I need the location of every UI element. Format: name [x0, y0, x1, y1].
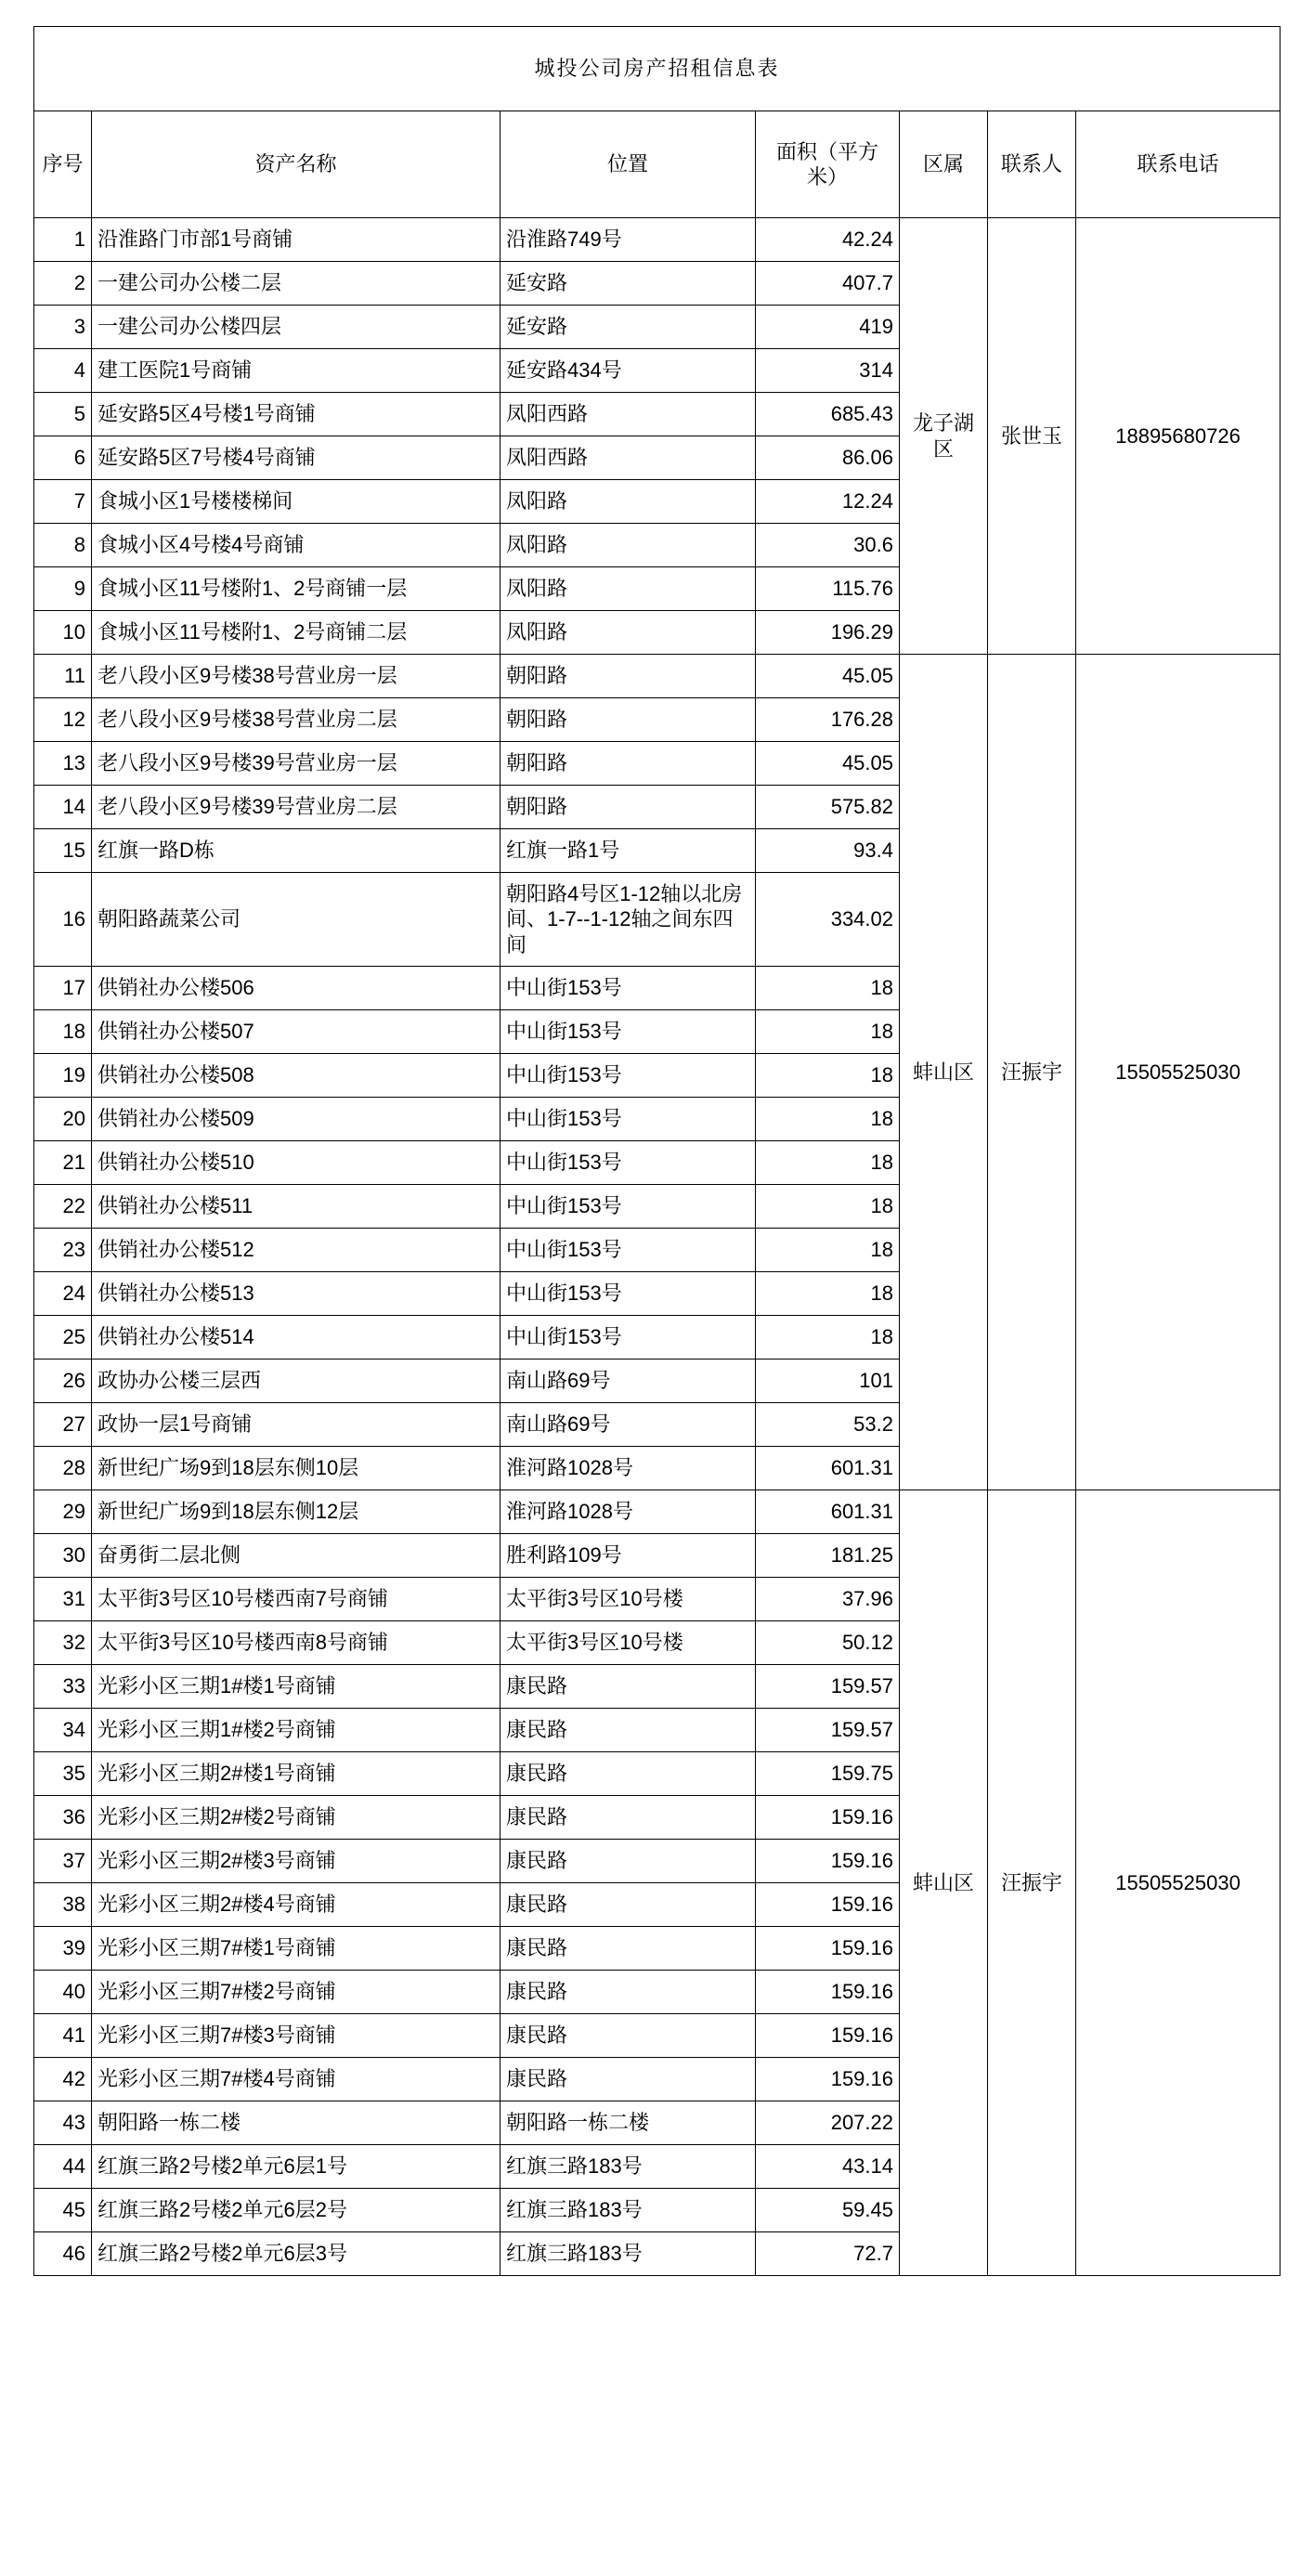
- cell-asset-name: 食城小区4号楼4号商铺: [92, 524, 500, 567]
- cell-location: 胜利路109号: [500, 1534, 756, 1578]
- cell-index: 21: [34, 1141, 92, 1185]
- cell-index: 38: [34, 1883, 92, 1927]
- cell-location: 中山街153号: [500, 967, 756, 1010]
- cell-location: 淮河路1028号: [500, 1447, 756, 1490]
- cell-asset-name: 光彩小区三期2#楼2号商铺: [92, 1796, 500, 1840]
- cell-asset-name: 光彩小区三期1#楼2号商铺: [92, 1709, 500, 1752]
- cell-location: 凤阳路: [500, 567, 756, 611]
- cell-index: 25: [34, 1316, 92, 1360]
- cell-asset-name: 供销社办公楼513: [92, 1272, 500, 1316]
- cell-phone: 15505525030: [1076, 1490, 1280, 2276]
- cell-area: 181.25: [756, 1534, 900, 1578]
- cell-area: 575.82: [756, 786, 900, 829]
- cell-index: 2: [34, 262, 92, 306]
- cell-district: 蚌山区: [900, 655, 988, 1490]
- cell-area: 18: [756, 1272, 900, 1316]
- cell-area: 43.14: [756, 2145, 900, 2189]
- cell-location: 朝阳路: [500, 655, 756, 698]
- cell-index: 46: [34, 2232, 92, 2276]
- cell-location: 中山街153号: [500, 1272, 756, 1316]
- cell-contact: 汪振宇: [988, 1490, 1076, 2276]
- cell-asset-name: 太平街3号区10号楼西南7号商铺: [92, 1578, 500, 1621]
- cell-index: 44: [34, 2145, 92, 2189]
- cell-area: 159.57: [756, 1709, 900, 1752]
- cell-asset-name: 沿淮路门市部1号商铺: [92, 218, 500, 262]
- cell-area: 101: [756, 1360, 900, 1403]
- cell-area: 334.02: [756, 873, 900, 967]
- cell-asset-name: 供销社办公楼508: [92, 1054, 500, 1098]
- cell-district: 龙子湖区: [900, 218, 988, 655]
- cell-location: 康民路: [500, 1796, 756, 1840]
- cell-location: 中山街153号: [500, 1141, 756, 1185]
- cell-location: 沿淮路749号: [500, 218, 756, 262]
- cell-index: 28: [34, 1447, 92, 1490]
- cell-location: 延安路: [500, 306, 756, 349]
- cell-asset-name: 朝阳路一栋二楼: [92, 2101, 500, 2145]
- cell-location: 淮河路1028号: [500, 1490, 756, 1534]
- cell-area: 18: [756, 1141, 900, 1185]
- cell-index: 31: [34, 1578, 92, 1621]
- cell-asset-name: 供销社办公楼506: [92, 967, 500, 1010]
- cell-phone: 18895680726: [1076, 218, 1280, 655]
- cell-area: 18: [756, 1010, 900, 1054]
- cell-location: 康民路: [500, 1665, 756, 1709]
- cell-area: 407.7: [756, 262, 900, 306]
- cell-asset-name: 红旗三路2号楼2单元6层1号: [92, 2145, 500, 2189]
- cell-area: 159.16: [756, 1971, 900, 2014]
- cell-index: 1: [34, 218, 92, 262]
- cell-index: 30: [34, 1534, 92, 1578]
- cell-index: 18: [34, 1010, 92, 1054]
- cell-area: 59.45: [756, 2189, 900, 2232]
- cell-area: 45.05: [756, 655, 900, 698]
- cell-area: 18: [756, 967, 900, 1010]
- cell-asset-name: 供销社办公楼512: [92, 1229, 500, 1272]
- cell-location: 朝阳路: [500, 786, 756, 829]
- cell-asset-name: 奋勇街二层北侧: [92, 1534, 500, 1578]
- cell-asset-name: 光彩小区三期2#楼1号商铺: [92, 1752, 500, 1796]
- cell-area: 18: [756, 1098, 900, 1141]
- cell-index: 37: [34, 1840, 92, 1883]
- cell-asset-name: 老八段小区9号楼39号营业房二层: [92, 786, 500, 829]
- cell-contact: 张世玉: [988, 218, 1076, 655]
- cell-district: 蚌山区: [900, 1490, 988, 2276]
- cell-index: 34: [34, 1709, 92, 1752]
- cell-index: 29: [34, 1490, 92, 1534]
- cell-asset-name: 红旗三路2号楼2单元6层3号: [92, 2232, 500, 2276]
- cell-index: 9: [34, 567, 92, 611]
- cell-asset-name: 食城小区1号楼楼梯间: [92, 480, 500, 524]
- cell-contact: 汪振宇: [988, 655, 1076, 1490]
- cell-index: 42: [34, 2058, 92, 2101]
- cell-location: 延安路434号: [500, 349, 756, 393]
- cell-location: 红旗三路183号: [500, 2232, 756, 2276]
- cell-location: 中山街153号: [500, 1316, 756, 1360]
- cell-area: 159.16: [756, 1840, 900, 1883]
- cell-area: 419: [756, 306, 900, 349]
- cell-area: 18: [756, 1229, 900, 1272]
- cell-location: 中山街153号: [500, 1229, 756, 1272]
- cell-area: 159.75: [756, 1752, 900, 1796]
- cell-location: 凤阳路: [500, 611, 756, 655]
- table-row: [34, 1490, 1280, 1534]
- cell-asset-name: 政协一层1号商铺: [92, 1403, 500, 1447]
- cell-area: 37.96: [756, 1578, 900, 1621]
- document-title: 城投公司房产招租信息表: [34, 27, 1280, 111]
- cell-location: 康民路: [500, 1752, 756, 1796]
- cell-index: 36: [34, 1796, 92, 1840]
- cell-location: 康民路: [500, 1840, 756, 1883]
- cell-index: 43: [34, 2101, 92, 2145]
- cell-area: 601.31: [756, 1447, 900, 1490]
- cell-asset-name: 朝阳路蔬菜公司: [92, 873, 500, 967]
- cell-location: 中山街153号: [500, 1010, 756, 1054]
- cell-area: 685.43: [756, 393, 900, 436]
- column-header-area: 面积（平方米）: [756, 111, 900, 218]
- rental-information-table: [33, 26, 1280, 2276]
- cell-area: 314: [756, 349, 900, 393]
- cell-index: 4: [34, 349, 92, 393]
- cell-index: 39: [34, 1927, 92, 1971]
- cell-index: 14: [34, 786, 92, 829]
- column-header-phone: 联系电话: [1076, 111, 1280, 218]
- cell-area: 196.29: [756, 611, 900, 655]
- cell-index: 8: [34, 524, 92, 567]
- cell-location: 康民路: [500, 2058, 756, 2101]
- cell-asset-name: 光彩小区三期2#楼3号商铺: [92, 1840, 500, 1883]
- cell-area: 18: [756, 1316, 900, 1360]
- cell-location: 延安路: [500, 262, 756, 306]
- cell-location: 中山街153号: [500, 1054, 756, 1098]
- cell-index: 26: [34, 1360, 92, 1403]
- cell-area: 86.06: [756, 436, 900, 480]
- cell-index: 35: [34, 1752, 92, 1796]
- cell-phone: 15505525030: [1076, 655, 1280, 1490]
- column-header-contact: 联系人: [988, 111, 1076, 218]
- cell-index: 17: [34, 967, 92, 1010]
- cell-asset-name: 光彩小区三期7#楼1号商铺: [92, 1927, 500, 1971]
- cell-asset-name: 供销社办公楼510: [92, 1141, 500, 1185]
- cell-asset-name: 食城小区11号楼附1、2号商铺一层: [92, 567, 500, 611]
- cell-area: 50.12: [756, 1621, 900, 1665]
- cell-location: 康民路: [500, 1971, 756, 2014]
- cell-asset-name: 新世纪广场9到18层东侧10层: [92, 1447, 500, 1490]
- cell-area: 207.22: [756, 2101, 900, 2145]
- cell-location: 朝阳路: [500, 698, 756, 742]
- cell-location: 凤阳西路: [500, 436, 756, 480]
- cell-index: 12: [34, 698, 92, 742]
- cell-asset-name: 供销社办公楼511: [92, 1185, 500, 1229]
- cell-area: 18: [756, 1185, 900, 1229]
- cell-index: 3: [34, 306, 92, 349]
- cell-location: 康民路: [500, 1927, 756, 1971]
- cell-area: 159.16: [756, 2014, 900, 2058]
- cell-asset-name: 延安路5区4号楼1号商铺: [92, 393, 500, 436]
- cell-asset-name: 光彩小区三期7#楼2号商铺: [92, 1971, 500, 2014]
- cell-location: 凤阳西路: [500, 393, 756, 436]
- cell-area: 176.28: [756, 698, 900, 742]
- column-header-asset-name: 资产名称: [92, 111, 500, 218]
- cell-index: 13: [34, 742, 92, 786]
- cell-asset-name: 供销社办公楼509: [92, 1098, 500, 1141]
- cell-location: 太平街3号区10号楼: [500, 1621, 756, 1665]
- cell-asset-name: 光彩小区三期7#楼3号商铺: [92, 2014, 500, 2058]
- cell-asset-name: 光彩小区三期7#楼4号商铺: [92, 2058, 500, 2101]
- cell-asset-name: 一建公司办公楼四层: [92, 306, 500, 349]
- cell-location: 中山街153号: [500, 1098, 756, 1141]
- cell-area: 601.31: [756, 1490, 900, 1534]
- cell-index: 41: [34, 2014, 92, 2058]
- title-row: [34, 27, 1280, 111]
- cell-area: 159.57: [756, 1665, 900, 1709]
- cell-index: 33: [34, 1665, 92, 1709]
- cell-location: 康民路: [500, 1883, 756, 1927]
- cell-index: 6: [34, 436, 92, 480]
- cell-asset-name: 光彩小区三期2#楼4号商铺: [92, 1883, 500, 1927]
- cell-index: 45: [34, 2189, 92, 2232]
- cell-location: 南山路69号: [500, 1403, 756, 1447]
- cell-index: 7: [34, 480, 92, 524]
- cell-index: 27: [34, 1403, 92, 1447]
- cell-area: 115.76: [756, 567, 900, 611]
- cell-asset-name: 供销社办公楼507: [92, 1010, 500, 1054]
- cell-location: 朝阳路4号区1-12轴以北房间、1-7--1-12轴之间东四间: [500, 873, 756, 967]
- cell-asset-name: 老八段小区9号楼38号营业房二层: [92, 698, 500, 742]
- cell-asset-name: 老八段小区9号楼39号营业房一层: [92, 742, 500, 786]
- cell-location: 南山路69号: [500, 1360, 756, 1403]
- cell-asset-name: 延安路5区7号楼4号商铺: [92, 436, 500, 480]
- header-row: [34, 111, 1280, 218]
- cell-area: 159.16: [756, 1883, 900, 1927]
- cell-asset-name: 老八段小区9号楼38号营业房一层: [92, 655, 500, 698]
- column-header-location: 位置: [500, 111, 756, 218]
- cell-location: 康民路: [500, 2014, 756, 2058]
- cell-asset-name: 光彩小区三期1#楼1号商铺: [92, 1665, 500, 1709]
- cell-location: 红旗三路183号: [500, 2145, 756, 2189]
- cell-asset-name: 太平街3号区10号楼西南8号商铺: [92, 1621, 500, 1665]
- table-row: [34, 218, 1280, 262]
- cell-area: 159.16: [756, 2058, 900, 2101]
- cell-asset-name: 食城小区11号楼附1、2号商铺二层: [92, 611, 500, 655]
- cell-area: 53.2: [756, 1403, 900, 1447]
- cell-index: 11: [34, 655, 92, 698]
- cell-location: 康民路: [500, 1709, 756, 1752]
- cell-location: 太平街3号区10号楼: [500, 1578, 756, 1621]
- cell-area: 159.16: [756, 1927, 900, 1971]
- cell-asset-name: 红旗三路2号楼2单元6层2号: [92, 2189, 500, 2232]
- cell-area: 159.16: [756, 1796, 900, 1840]
- cell-index: 23: [34, 1229, 92, 1272]
- column-header-district: 区属: [900, 111, 988, 218]
- cell-index: 22: [34, 1185, 92, 1229]
- cell-asset-name: 政协办公楼三层西: [92, 1360, 500, 1403]
- cell-index: 16: [34, 873, 92, 967]
- cell-asset-name: 红旗一路D栋: [92, 829, 500, 873]
- cell-area: 72.7: [756, 2232, 900, 2276]
- cell-index: 24: [34, 1272, 92, 1316]
- cell-asset-name: 供销社办公楼514: [92, 1316, 500, 1360]
- cell-area: 30.6: [756, 524, 900, 567]
- cell-index: 20: [34, 1098, 92, 1141]
- cell-asset-name: 一建公司办公楼二层: [92, 262, 500, 306]
- column-header-index: 序号: [34, 111, 92, 218]
- cell-location: 中山街153号: [500, 1185, 756, 1229]
- cell-index: 19: [34, 1054, 92, 1098]
- cell-location: 红旗一路1号: [500, 829, 756, 873]
- cell-index: 40: [34, 1971, 92, 2014]
- cell-location: 朝阳路: [500, 742, 756, 786]
- table-row: [34, 655, 1280, 698]
- cell-location: 凤阳路: [500, 480, 756, 524]
- cell-location: 凤阳路: [500, 524, 756, 567]
- cell-location: 红旗三路183号: [500, 2189, 756, 2232]
- cell-index: 15: [34, 829, 92, 873]
- cell-index: 32: [34, 1621, 92, 1665]
- cell-area: 18: [756, 1054, 900, 1098]
- cell-index: 5: [34, 393, 92, 436]
- cell-asset-name: 新世纪广场9到18层东侧12层: [92, 1490, 500, 1534]
- cell-area: 42.24: [756, 218, 900, 262]
- cell-area: 45.05: [756, 742, 900, 786]
- cell-area: 93.4: [756, 829, 900, 873]
- cell-asset-name: 建工医院1号商铺: [92, 349, 500, 393]
- cell-area: 12.24: [756, 480, 900, 524]
- cell-location: 朝阳路一栋二楼: [500, 2101, 756, 2145]
- cell-index: 10: [34, 611, 92, 655]
